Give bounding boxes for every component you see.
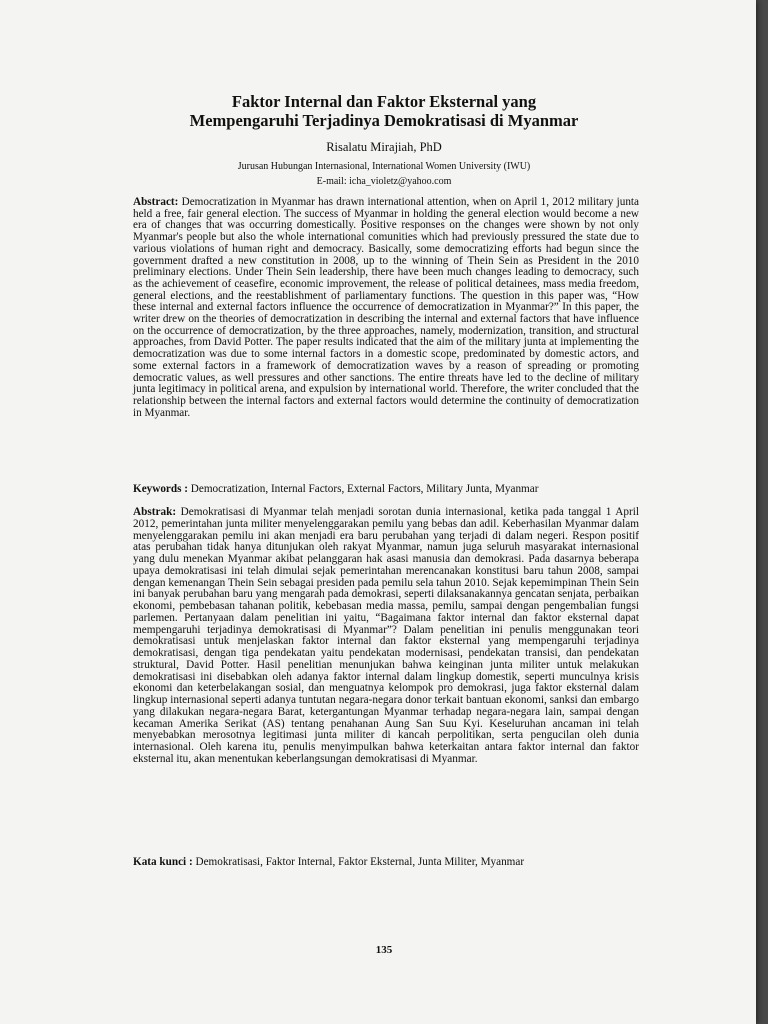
keywords-indonesian-label: Kata kunci : [133,856,193,868]
keywords-english [133,484,639,496]
paper-title [0,92,768,130]
paper-title-line-2: Mempengaruhi Terjadinya Demokratisasi di Myanmar [189,111,579,130]
abstract-indonesian [133,507,639,766]
affiliation: Jurusan Hubungan Internasional, International Women University (IWU) [237,161,531,172]
keywords-indonesian [133,857,639,869]
abstract-english [133,197,639,419]
paper-title-line-1: Faktor Internal dan Faktor Eksternal yang [231,92,537,111]
abstract-indonesian-label: Abstrak: [133,506,177,518]
abstract-indonesian-text: Demokratisasi di Myanmar telah menjadi sorotan dunia internasional, ketika pada tanggal 1 April 2012, pemerintahan junta militer menyelenggarakan pemilu yang bebas dan adil. Keberhasilan Myanmar dalam menyelenggarakan pemilu ini akan menjadi era baru perubahan yang terjadi di dalam negeri. Respon positif atas perubahan tidak hanya ditunjukan oleh rakyat Myanmar, namun juga seluruh masyarakat internasional yang dulu menekan Myanmar akibat pelanggaran hak asasi manusia dan demokrasi. Pada dasarnya beberapa upaya demokratisasi ini telah dimulai sejak pemerintahan merencanakan konstitusi baru tahun 2008, sampai dengan kemenangan Thein Sein sebagai presiden pada pemilu sela tahun 2010. Sejak kepemimpinan Thein Sein ini banyak perubahan baru yang mengarah pada demokrasi, seperti dilaksanakannya gencatan senjata, perbaikan ekonomi, pembebasan tahanan politik, kebebasan media massa, pemilu, sampai dengan pengembalian fungsi parlemen. Pertanyaan dalam penelitian ini yaitu, “Bagaimana faktor internal dan faktor eksternal dapat mempengaruhi terjadinya demokratisasi di Myanmar”? Dalam penelitian ini penulis menggunakan teori demokratisasi untuk menjelaskan faktor internal dan faktor eksternal yang mempengaruhi terjadinya demokratisasi, dengan tiga pendekatan yaitu pendekatan modernisasi, pendekatan transisi, dan pendekatan struktural, David Potter. Hasil penelitian menunjukan bahwa keinginan junta militer untuk melakukan demokratisasi ini disebabkan oleh adanya faktor internal dalam lingkup domestik, seperti munculnya krisis ekonomi dan keterbelakangan sosial, dan menguatnya kelompok pro demokrasi, juga faktor eksternal dalam lingkup internasional seperti adanya tuntutan negara-negara donor terkait bantuan ekonomi, sanksi dan embargo yang dilakukan negara-negara Barat, ketergantungan Myanmar terhadap negara-negara lain, sampai dengan kecaman Amerika Serikat (AS) tentang penahanan Aung San Suu Kyi. Keseluruhan ancaman ini telah menyebabkan merosotnya legitimasi junta militer di kancah perpolitikan, serta pengucilan oleh dunia internasional. Oleh karena itu, penulis menyimpulkan bahwa keterkaitan antara faktor internal dan faktor eksternal itu, akan menentukan keberlangsungan demokratisasi di Myanmar. [133,506,639,765]
keywords-english-text: Democratization, Internal Factors, External Factors, Military Junta, Myanmar [188,483,539,495]
page-number: 135 [375,944,393,956]
keywords-indonesian-text: Demokratisasi, Faktor Internal, Faktor Eksternal, Junta Militer, Myanmar [192,856,525,868]
email: E-mail: icha_violetz@yahoo.com [316,176,452,187]
abstract-english-text: Democratization in Myanmar has drawn international attention, when on April 1, 2012 military junta held a free, fair general election. The success of Myanmar in holding the general election would become a new era of changes that was occurring domestically. Positive responses on the changes were shown by not only Myanmar's people but also the whole international comunities which had previously pressured the state due to various violations of human right and democracy. Basically, some democratizing efforts had begun since the government drafted a new constitution in 2008, up to the winning of Thein Sein as President in the 2010 preliminary elections. Under Thein Sein leadership, there have been much changes leading to democracy, such as the achievement of ceasefire, economic improvement, the release of political detainees, mass media freedom, general elections, and the reestablishment of parliamentary functions. The question in this paper was, “How these internal and external factors influence the occurrence of democratization in Myanmar?” In this paper, the writer drew on the theories of democratization in describing the internal and external factors that have influence on the occurrence of democratization, by the three approaches, namely, modernization, transition, and structural approaches, from David Potter. The paper results indicated that the aim of the military junta at implementing the democratization was due to some internal factors in a domestic scope, predominated by domestic actors, and some external factors in a framework of democratization waves by a reason of spreading or promoting democratic values, as well pressures and other sanctions. The entire threats have led to the decline of military junta legitimacy in political arena, and expulsion by international world. Therefore, the writer concluded that the relationship between the internal factors and external factors would determine the continuity of democratization in Myanmar. [133,196,639,419]
author-name: Risalatu Mirajiah, PhD [326,140,442,154]
abstract-english-label: Abstract: [133,196,179,208]
author-affiliation-block [0,159,768,189]
keywords-english-label: Keywords : [133,483,188,495]
